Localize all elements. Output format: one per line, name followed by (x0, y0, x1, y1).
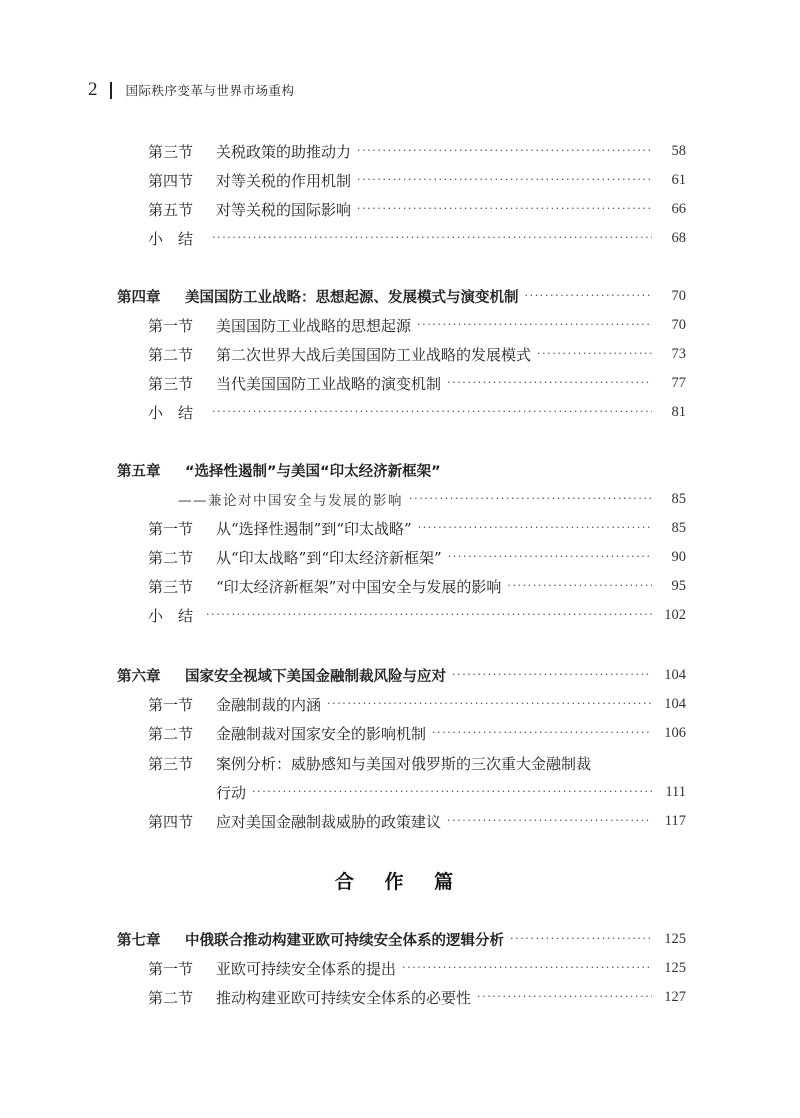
section-title: 亚欧可持续安全体系的提出 (216, 959, 397, 978)
chapter-title: “选择性遏制”与美国“印太经济新框架” (185, 463, 441, 480)
toc-entry[interactable] (0, 341, 800, 367)
toc-entry[interactable] (0, 720, 800, 746)
chapter-title: 美国国防工业战略：思想起源、发展模式与演变机制 (185, 289, 519, 306)
toc-entry[interactable] (0, 370, 800, 396)
section-title: 推动构建亚欧可持续安全体系的必要性 (216, 988, 472, 1007)
leader-dots (448, 544, 652, 570)
page-ref: 117 (664, 812, 686, 829)
leader-dots (452, 662, 652, 688)
toc-entry[interactable] (0, 196, 800, 222)
page-ref: 85 (671, 490, 686, 507)
leader-dots (252, 779, 652, 805)
section-title: 对等关税的国际影响 (216, 200, 352, 219)
chapter-title: 中俄联合推动构建亚欧可持续安全体系的逻辑分析 (185, 932, 504, 949)
toc-chapter-entry[interactable] (0, 662, 800, 688)
toc-entry[interactable] (0, 225, 800, 251)
leader-dots (417, 312, 652, 338)
section-title: 第二次世界大战后美国国防工业战略的发展模式 (216, 345, 532, 364)
section-number: 第一节 (148, 959, 194, 978)
section-number: 第三节 (148, 754, 194, 773)
page-ref: 81 (671, 403, 686, 420)
book-title: 国际秩序变革与世界市场重构 (125, 83, 295, 98)
page-ref: 77 (671, 374, 686, 391)
leader-dots (212, 225, 652, 251)
section-number: 第一节 (148, 316, 194, 335)
page-ref: 68 (671, 229, 686, 246)
page-ref: 102 (664, 606, 686, 623)
leader-dots (447, 808, 652, 834)
leader-dots (212, 399, 652, 425)
section-number: 小 结 (148, 229, 194, 248)
page-ref: 104 (664, 695, 686, 712)
chapter-title: 国家安全视域下美国金融制裁风险与应对 (185, 668, 446, 685)
page-ref: 106 (664, 724, 686, 741)
leader-dots (409, 486, 652, 512)
page-ref: 104 (664, 666, 686, 683)
section-number: 小 结 (148, 403, 194, 422)
toc-entry[interactable] (0, 544, 800, 570)
toc-entry[interactable] (0, 691, 800, 717)
page-ref: 125 (664, 959, 686, 976)
toc-entry[interactable] (0, 138, 800, 164)
section-title: 从“选择性遏制”到“印太战略” (216, 519, 412, 538)
page-ref: 70 (671, 316, 686, 333)
leader-dots (357, 196, 652, 222)
page-number: 2 (88, 79, 98, 100)
toc-entry[interactable] (0, 955, 800, 981)
part-title: 合 作 篇 (334, 871, 466, 893)
toc-entry[interactable] (0, 750, 800, 776)
leader-dots (357, 167, 652, 193)
chapter-number: 第五章 (117, 463, 161, 480)
chapter-number: 第六章 (117, 668, 161, 685)
leader-dots (447, 370, 652, 396)
toc-entry[interactable] (0, 515, 800, 541)
section-number: 小 结 (148, 606, 194, 625)
section-number: 第四节 (148, 812, 194, 831)
leader-dots (206, 602, 652, 628)
chapter-number: 第四章 (117, 289, 161, 306)
section-title: 美国国防工业战略的思想起源 (216, 316, 412, 335)
section-number: 第三节 (148, 142, 194, 161)
leader-dots (507, 573, 652, 599)
section-number: 第四节 (148, 171, 194, 190)
leader-dots (432, 720, 652, 746)
chapter-subtitle: ——兼论对中国安全与发展的影响 (178, 493, 403, 509)
page-ref: 111 (665, 783, 686, 800)
toc-entry[interactable] (0, 808, 800, 834)
toc-entry[interactable] (0, 984, 800, 1010)
leader-dots (537, 341, 652, 367)
page-ref: 85 (671, 519, 686, 536)
leader-dots (418, 515, 652, 541)
leader-dots (357, 138, 652, 164)
page-ref: 66 (671, 200, 686, 217)
page-ref: 73 (671, 345, 686, 362)
leader-dots (327, 691, 652, 717)
page-ref: 58 (671, 142, 686, 159)
toc-subtitle-entry[interactable] (0, 486, 800, 512)
section-title: 对等关税的作用机制 (216, 171, 352, 190)
section-number: 第三节 (148, 577, 194, 596)
header-divider (110, 82, 112, 99)
section-title: 关税政策的助推动力 (216, 142, 352, 161)
toc-entry[interactable] (0, 602, 800, 628)
section-title: “印太经济新框架”对中国安全与发展的影响 (216, 577, 502, 596)
chapter-number: 第七章 (117, 932, 161, 949)
section-number: 第三节 (148, 374, 194, 393)
page-ref: 90 (671, 548, 686, 565)
page-ref: 127 (664, 988, 686, 1005)
section-title: 案例分析：威胁感知与美国对俄罗斯的三次重大金融制裁 (216, 754, 592, 773)
page-ref: 70 (671, 287, 686, 304)
section-number: 第二节 (148, 548, 194, 567)
leader-dots (525, 283, 653, 309)
toc-entry[interactable] (0, 167, 800, 193)
toc-chapter-entry[interactable] (0, 283, 800, 309)
page-ref: 61 (671, 171, 686, 188)
section-number: 第五节 (148, 200, 194, 219)
section-title: 金融制裁的内涵 (216, 695, 322, 714)
running-header (88, 78, 295, 102)
toc-chapter-entry[interactable] (0, 457, 800, 483)
leader-dots (477, 984, 652, 1010)
section-number: 第一节 (148, 695, 194, 714)
section-number: 第二节 (148, 345, 194, 364)
leader-dots (402, 955, 652, 981)
toc-chapter-entry[interactable] (0, 926, 800, 952)
page-ref: 125 (664, 930, 686, 947)
section-number: 第二节 (148, 724, 194, 743)
section-number: 第二节 (148, 988, 194, 1007)
section-title-continuation: 行动 (216, 783, 247, 802)
toc-entry[interactable] (0, 399, 800, 425)
section-title: 当代美国国防工业战略的演变机制 (216, 374, 442, 393)
page-ref: 95 (671, 577, 686, 594)
toc-entry[interactable] (0, 573, 800, 599)
toc-entry-continuation[interactable] (0, 779, 800, 805)
section-title: 应对美国金融制裁威胁的政策建议 (216, 812, 442, 831)
section-number: 第一节 (148, 519, 194, 538)
toc-entry[interactable] (0, 312, 800, 338)
leader-dots (510, 926, 652, 952)
section-title: 从“印太战略”到“印太经济新框架” (216, 548, 442, 567)
section-title: 金融制裁对国家安全的影响机制 (216, 724, 427, 743)
